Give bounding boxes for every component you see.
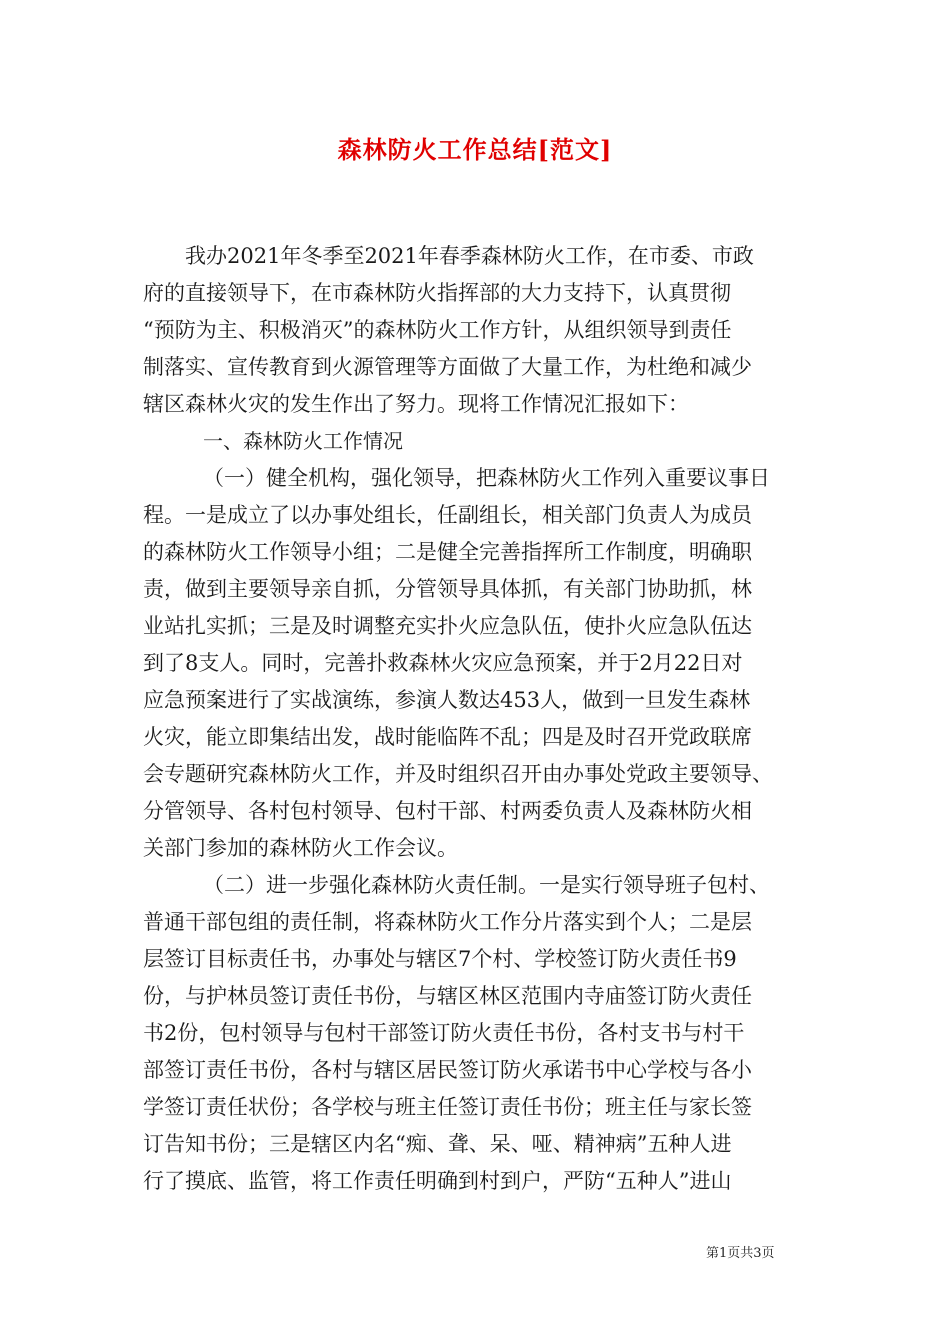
body-line: “预防为主、积极消灭”的森林防火工作方针，从组织领导到责任 xyxy=(143,318,732,342)
body-line: 制落实、宣传教育到火源管理等方面做了大量工作，为杜绝和减少 xyxy=(143,355,752,379)
document-title: 森林防火工作总结[范文] xyxy=(337,135,613,164)
body-line: 部签订责任书份，各村与辖区居民签订防火承诺书中心学校与各小 xyxy=(143,1058,752,1082)
section-heading: 一、森林防火工作情况 xyxy=(203,429,403,453)
body-line: 普通干部包组的责任制，将森林防火工作分片落实到个人；二是层 xyxy=(143,910,752,934)
body-line: 辖区森林火灾的发生作出了努力。现将工作情况汇报如下： xyxy=(143,392,689,416)
body-line: 应急预案进行了实战演练，参演人数达453人，做到一旦发生森林 xyxy=(143,688,751,712)
body-line: 分管领导、各村包村领导、包村干部、村两委负责人及森林防火相 xyxy=(143,799,752,823)
body-line: 关部门参加的森林防火工作会议。 xyxy=(143,836,458,860)
body-line: （二）进一步强化森林防火责任制。一是实行领导班子包村、 xyxy=(203,873,770,897)
body-line: 份，与护林员签订责任书份，与辖区林区范围内寺庙签订防火责任 xyxy=(143,984,752,1008)
body-line: 业站扎实抓；三是及时调整充实扑火应急队伍，使扑火应急队伍达 xyxy=(143,614,752,638)
body-line: 到了8支人。同时，完善扑救森林火灾应急预案，并于2月22日对 xyxy=(143,651,743,675)
body-line: 学签订责任状份；各学校与班主任签订责任书份；班主任与家长签 xyxy=(143,1095,752,1119)
body-line: 程。一是成立了以办事处组长，任副组长，相关部门负责人为成员 xyxy=(143,503,752,527)
page-number: 第1页共3页 xyxy=(706,1246,775,1261)
body-line: 订告知书份；三是辖区内名“痴、聋、呆、哑、精神病”五种人进 xyxy=(143,1132,732,1156)
body-line: 府的直接领导下，在市森林防火指挥部的大力支持下，认真贯彻 xyxy=(143,281,731,305)
body-line: 的森林防火工作领导小组；二是健全完善指挥所工作制度，明确职 xyxy=(143,540,752,564)
body-line: （一）健全机构，强化领导，把森林防火工作列入重要议事日 xyxy=(203,466,770,490)
body-line: 火灾，能立即集结出发，战时能临阵不乱；四是及时召开党政联席 xyxy=(143,725,752,749)
body-line: 书2份，包村领导与包村干部签订防火责任书份，各村支书与村干 xyxy=(143,1021,745,1045)
body-line: 责，做到主要领导亲自抓，分管领导具体抓，有关部门协助抓，林 xyxy=(143,577,752,601)
body-line: 我办2021年冬季至2021年春季森林防火工作，在市委、市政 xyxy=(185,244,754,268)
body-line: 层签订目标责任书，办事处与辖区7个村、学校签订防火责任书9 xyxy=(143,947,737,971)
body-line: 会专题研究森林防火工作，并及时组织召开由办事处党政主要领导、 xyxy=(143,762,773,786)
body-line: 行了摸底、监管，将工作责任明确到村到户，严防“五种人”进山 xyxy=(143,1169,732,1193)
